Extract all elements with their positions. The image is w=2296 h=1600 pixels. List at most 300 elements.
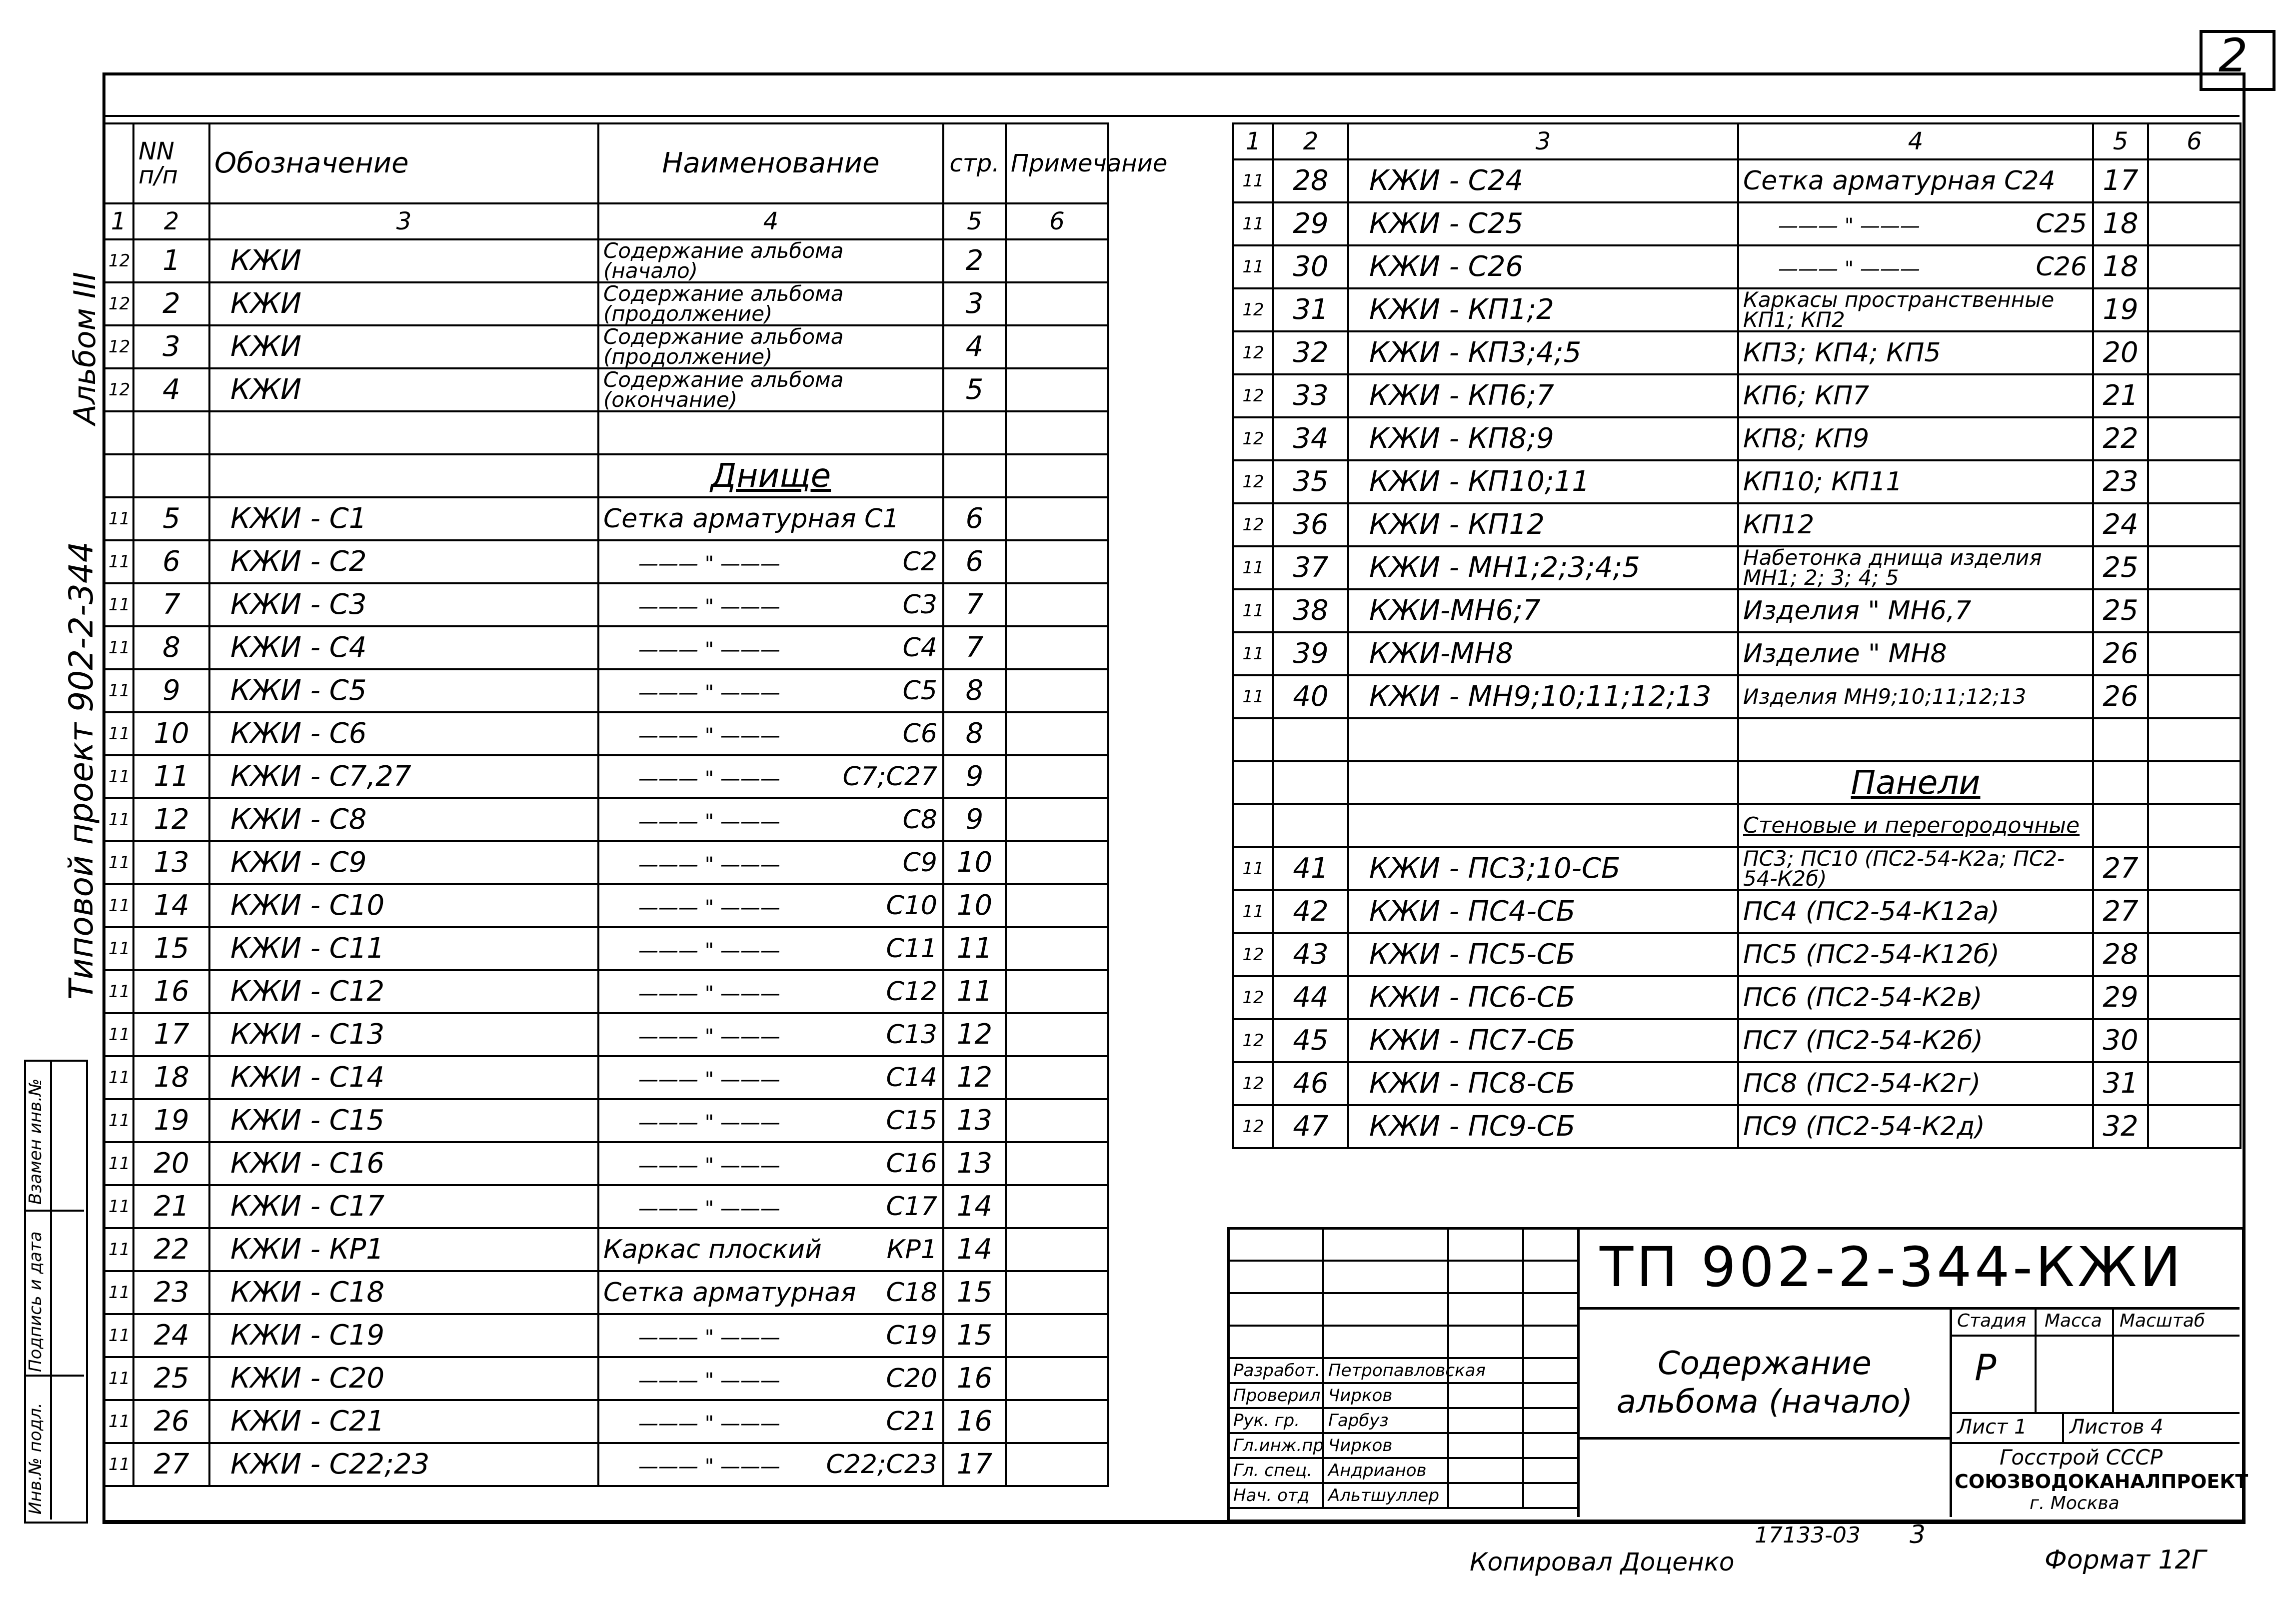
row-note bbox=[2148, 331, 2241, 374]
row-designation bbox=[1348, 718, 1738, 761]
row-name-suffix: С20 bbox=[886, 1364, 937, 1394]
ditto-mark: ——— " ——— bbox=[638, 1197, 780, 1220]
table-row bbox=[103, 282, 1108, 325]
row-format: 12 bbox=[1233, 933, 1273, 976]
row-format: 12 bbox=[1233, 1062, 1273, 1105]
row-name bbox=[1738, 546, 2093, 589]
table-row bbox=[1233, 761, 2241, 804]
table-row bbox=[103, 1185, 1108, 1228]
row-name bbox=[598, 1099, 943, 1142]
row-page: 14 bbox=[943, 1228, 1006, 1271]
row-page: 11 bbox=[943, 970, 1006, 1013]
row-page: 6 bbox=[943, 497, 1006, 540]
table-row bbox=[1233, 1019, 2241, 1062]
copied-by: Копировал Доценко bbox=[1470, 1548, 1735, 1577]
row-number: 8 bbox=[133, 626, 209, 669]
stage-label: Стадия bbox=[1957, 1311, 2027, 1331]
row-note bbox=[1006, 411, 1108, 454]
row-note bbox=[1006, 626, 1108, 669]
side-project-label: Типовой проект 902-2-344 bbox=[62, 541, 100, 1000]
ditto-mark: ——— " ——— bbox=[638, 810, 780, 833]
table-row bbox=[1233, 847, 2241, 890]
row-format: 11 bbox=[103, 884, 133, 927]
row-name-text: ПС3; ПС10 (ПС2-54-К2а; ПС2-54-К2б) bbox=[1743, 846, 2065, 891]
row-page bbox=[2093, 804, 2148, 847]
section-title: Днище bbox=[710, 456, 831, 495]
row-designation: КЖИ - МН9;10;11;12;13 bbox=[1348, 675, 1738, 718]
row-designation: КЖИ bbox=[209, 239, 598, 282]
row-note bbox=[1006, 1314, 1108, 1357]
row-name-text: КП3; КП4; КП5 bbox=[1743, 338, 1941, 368]
table-row bbox=[103, 368, 1108, 411]
row-designation: КЖИ - С11 bbox=[209, 927, 598, 970]
row-designation: КЖИ - МН1;2;3;4;5 bbox=[1348, 546, 1738, 589]
row-designation: КЖИ - С26 bbox=[1348, 245, 1738, 288]
row-page: 17 bbox=[943, 1443, 1006, 1486]
signer-signature bbox=[1448, 1483, 1523, 1508]
row-format: 12 bbox=[1233, 460, 1273, 503]
signer-name: Андрианов bbox=[1323, 1458, 1448, 1483]
ditto-mark: ——— " ——— bbox=[638, 1369, 780, 1392]
row-note bbox=[2148, 804, 2241, 847]
org-line-1: Госстрой СССР bbox=[2000, 1445, 2163, 1470]
row-format: 12 bbox=[1233, 288, 1273, 331]
table-row bbox=[1233, 632, 2241, 675]
ditto-mark: ——— " ——— bbox=[638, 552, 780, 575]
signer-date bbox=[1523, 1458, 1578, 1483]
row-format: 11 bbox=[103, 798, 133, 841]
row-format: 11 bbox=[103, 927, 133, 970]
row-name-text: КП8; КП9 bbox=[1743, 424, 1870, 454]
row-number bbox=[133, 411, 209, 454]
row-format: 11 bbox=[1233, 589, 1273, 632]
row-page bbox=[2093, 718, 2148, 761]
row-number: 11 bbox=[133, 755, 209, 798]
row-number: 10 bbox=[133, 712, 209, 755]
row-name bbox=[598, 669, 943, 712]
row-format: 11 bbox=[103, 1443, 133, 1486]
row-name-text: Набетонка днища изделия МН1; 2; 3; 4; 5 bbox=[1743, 545, 2042, 590]
format-label: Формат 12Г bbox=[2045, 1545, 2206, 1575]
row-number: 30 bbox=[1273, 245, 1348, 288]
row-number: 21 bbox=[133, 1185, 209, 1228]
row-designation: КЖИ - С4 bbox=[209, 626, 598, 669]
row-note bbox=[1006, 1056, 1108, 1099]
row-format: 11 bbox=[1233, 632, 1273, 675]
ditto-mark: ——— " ——— bbox=[638, 939, 780, 962]
row-number: 3 bbox=[133, 325, 209, 368]
table-row bbox=[103, 927, 1108, 970]
row-name-text: Изделия " МН6,7 bbox=[1743, 596, 1972, 626]
row-number: 5 bbox=[133, 497, 209, 540]
row-name-suffix: С9 bbox=[902, 848, 937, 878]
ditto-mark: ——— " ——— bbox=[1778, 257, 1920, 280]
table-row bbox=[103, 626, 1108, 669]
row-note bbox=[2148, 718, 2241, 761]
row-name-suffix: С16 bbox=[886, 1149, 937, 1179]
left-header-row bbox=[103, 123, 1108, 203]
row-format: 11 bbox=[1233, 546, 1273, 589]
row-name-text: Содержание альбома (продолжение) bbox=[603, 281, 844, 326]
row-page: 10 bbox=[943, 841, 1006, 884]
table-row bbox=[103, 1056, 1108, 1099]
row-note bbox=[2148, 933, 2241, 976]
row-note bbox=[2148, 1062, 2241, 1105]
table-row bbox=[103, 1228, 1108, 1271]
row-number: 13 bbox=[133, 841, 209, 884]
row-number: 18 bbox=[133, 1056, 209, 1099]
row-name-text: Содержание альбома (продолжение) bbox=[603, 324, 844, 369]
row-number: 27 bbox=[133, 1443, 209, 1486]
row-designation bbox=[209, 411, 598, 454]
colnum: 3 bbox=[209, 203, 598, 239]
org-line-2: СОЮЗВОДОКАНАЛПРОЕКТ bbox=[1955, 1471, 2249, 1493]
row-format: 11 bbox=[103, 1228, 133, 1271]
row-page: 15 bbox=[943, 1271, 1006, 1314]
row-name-suffix: С22;С23 bbox=[826, 1450, 937, 1480]
row-format: 11 bbox=[103, 1013, 133, 1056]
table-row bbox=[103, 1142, 1108, 1185]
table-row bbox=[1233, 245, 2241, 288]
row-format: 12 bbox=[1233, 976, 1273, 1019]
left-contents-table bbox=[102, 122, 1168, 1487]
table-row bbox=[1233, 1105, 2241, 1148]
row-designation: КЖИ - КП3;4;5 bbox=[1348, 331, 1738, 374]
row-note bbox=[1006, 1357, 1108, 1400]
row-page: 32 bbox=[2093, 1105, 2148, 1148]
row-page: 29 bbox=[2093, 976, 2148, 1019]
row-designation: КЖИ - С19 bbox=[209, 1314, 598, 1357]
table-row bbox=[1233, 374, 2241, 417]
row-page: 8 bbox=[943, 712, 1006, 755]
table-row bbox=[103, 1314, 1108, 1357]
row-number: 20 bbox=[133, 1142, 209, 1185]
ditto-mark: ——— " ——— bbox=[638, 595, 780, 618]
signer-name: Петропавловская bbox=[1323, 1358, 1448, 1383]
row-note bbox=[2148, 374, 2241, 417]
row-name bbox=[598, 325, 943, 368]
row-name-text: ПС4 (ПС2-54-К12а) bbox=[1743, 897, 2000, 927]
row-designation: КЖИ - ПС8-СБ bbox=[1348, 1062, 1738, 1105]
row-page: 30 bbox=[2093, 1019, 2148, 1062]
row-designation: КЖИ - КП1;2 bbox=[1348, 288, 1738, 331]
row-format: 11 bbox=[103, 1357, 133, 1400]
row-name bbox=[1738, 374, 2093, 417]
row-number: 42 bbox=[1273, 890, 1348, 933]
row-name bbox=[1738, 718, 2093, 761]
row-name bbox=[598, 1013, 943, 1056]
side-stamp-divider bbox=[50, 1060, 52, 1520]
row-designation bbox=[209, 454, 598, 497]
table-row bbox=[1233, 460, 2241, 503]
row-designation: КЖИ - С7,27 bbox=[209, 755, 598, 798]
row-page: 25 bbox=[2093, 589, 2148, 632]
row-name bbox=[1738, 503, 2093, 546]
signer-row bbox=[1228, 1383, 1578, 1408]
row-format: 12 bbox=[103, 239, 133, 282]
row-page: 23 bbox=[2093, 460, 2148, 503]
ditto-mark: ——— " ——— bbox=[638, 1455, 780, 1478]
signer-signature bbox=[1448, 1458, 1523, 1483]
row-page: 4 bbox=[943, 325, 1006, 368]
row-number: 29 bbox=[1273, 202, 1348, 245]
mass-label: Масса bbox=[2045, 1311, 2102, 1331]
row-designation: КЖИ - С25 bbox=[1348, 202, 1738, 245]
section-title: Панели bbox=[1851, 763, 1981, 802]
frame-inner-line bbox=[105, 115, 2240, 117]
row-name-suffix: С25 bbox=[2036, 209, 2087, 239]
row-name bbox=[598, 1443, 943, 1486]
row-name-suffix: С26 bbox=[2036, 252, 2087, 282]
row-format: 11 bbox=[103, 712, 133, 755]
row-name bbox=[1738, 460, 2093, 503]
row-designation: КЖИ - КП10;11 bbox=[1348, 460, 1738, 503]
row-name bbox=[1738, 890, 2093, 933]
row-designation: КЖИ - С24 bbox=[1348, 159, 1738, 202]
row-name-suffix: С17 bbox=[886, 1192, 937, 1222]
row-format: 12 bbox=[103, 282, 133, 325]
row-note bbox=[2148, 503, 2241, 546]
row-designation: КЖИ - С17 bbox=[209, 1185, 598, 1228]
side-album-label: Альбом III bbox=[67, 272, 102, 425]
table-row bbox=[1233, 890, 2241, 933]
table-row bbox=[103, 454, 1108, 497]
row-number bbox=[1273, 804, 1348, 847]
row-designation: КЖИ - ПС3;10-СБ bbox=[1348, 847, 1738, 890]
row-note bbox=[2148, 417, 2241, 460]
row-name-suffix: С8 bbox=[902, 805, 937, 835]
table-row bbox=[1233, 933, 2241, 976]
row-note bbox=[1006, 368, 1108, 411]
header-nn: NN п/п bbox=[133, 123, 209, 203]
table-row bbox=[103, 411, 1108, 454]
row-number: 45 bbox=[1273, 1019, 1348, 1062]
row-name-text: КП10; КП11 bbox=[1743, 467, 1903, 497]
row-name-text: Сетка арматурная bbox=[603, 1278, 856, 1308]
signer-date bbox=[1523, 1358, 1578, 1383]
row-note bbox=[1006, 282, 1108, 325]
row-name bbox=[598, 454, 943, 497]
colnum: 4 bbox=[1738, 123, 2093, 159]
row-number bbox=[1273, 718, 1348, 761]
row-name-text: КП12 bbox=[1743, 510, 1815, 540]
row-page bbox=[943, 454, 1006, 497]
row-name bbox=[1738, 847, 2093, 890]
row-name bbox=[598, 282, 943, 325]
row-designation: КЖИ - С13 bbox=[209, 1013, 598, 1056]
row-name-text: Каркасы пространственные КП1; КП2 bbox=[1743, 287, 2055, 332]
row-page: 15 bbox=[943, 1314, 1006, 1357]
ditto-mark: ——— " ——— bbox=[638, 1111, 780, 1134]
table-row bbox=[1233, 159, 2241, 202]
row-note bbox=[1006, 1443, 1108, 1486]
signer-row bbox=[1228, 1483, 1578, 1508]
row-designation: КЖИ - С20 bbox=[209, 1357, 598, 1400]
row-note bbox=[2148, 976, 2241, 1019]
row-note bbox=[1006, 1099, 1108, 1142]
signers-grid bbox=[1227, 1227, 1579, 1509]
header-designation: Обозначение bbox=[209, 123, 598, 203]
row-number: 26 bbox=[133, 1400, 209, 1443]
signer-date bbox=[1523, 1483, 1578, 1508]
table-row bbox=[1233, 202, 2241, 245]
row-note bbox=[2148, 546, 2241, 589]
row-designation: КЖИ - С8 bbox=[209, 798, 598, 841]
colnum: 2 bbox=[1273, 123, 1348, 159]
row-page: 20 bbox=[2093, 331, 2148, 374]
row-designation: КЖИ - С12 bbox=[209, 970, 598, 1013]
row-note bbox=[1006, 927, 1108, 970]
row-format: 11 bbox=[1233, 159, 1273, 202]
row-format bbox=[1233, 804, 1273, 847]
table-row bbox=[103, 583, 1108, 626]
row-format: 11 bbox=[103, 1271, 133, 1314]
row-name bbox=[1738, 288, 2093, 331]
row-format: 11 bbox=[1233, 202, 1273, 245]
signer-row bbox=[1228, 1433, 1578, 1458]
signer-row bbox=[1228, 1358, 1578, 1383]
row-format: 11 bbox=[1233, 890, 1273, 933]
signer-date bbox=[1523, 1433, 1578, 1458]
stage-value: Р bbox=[1975, 1347, 1997, 1389]
row-note bbox=[1006, 884, 1108, 927]
row-note bbox=[2148, 890, 2241, 933]
row-format: 11 bbox=[1233, 245, 1273, 288]
row-name-text: Каркас плоский bbox=[603, 1235, 822, 1265]
row-name-suffix: С2 bbox=[902, 547, 937, 577]
table-row bbox=[1233, 589, 2241, 632]
row-number: 2 bbox=[133, 282, 209, 325]
row-format: 11 bbox=[103, 540, 133, 583]
row-note bbox=[2148, 847, 2241, 890]
side-stamp-divider bbox=[24, 1210, 84, 1212]
row-note bbox=[2148, 460, 2241, 503]
row-name bbox=[598, 927, 943, 970]
title-divider bbox=[1577, 1437, 1950, 1440]
row-name-suffix: С7;С27 bbox=[842, 762, 937, 792]
signer-signature bbox=[1448, 1433, 1523, 1458]
side-stamp-replace: Взамен инв.№ bbox=[25, 1078, 45, 1205]
row-name bbox=[598, 368, 943, 411]
stage-divider bbox=[1950, 1412, 2240, 1414]
row-name bbox=[1738, 589, 2093, 632]
colnum: 1 bbox=[1233, 123, 1273, 159]
row-name bbox=[598, 970, 943, 1013]
row-number: 46 bbox=[1273, 1062, 1348, 1105]
row-note bbox=[1006, 1013, 1108, 1056]
table-row bbox=[103, 755, 1108, 798]
row-format: 11 bbox=[1233, 847, 1273, 890]
row-number: 43 bbox=[1273, 933, 1348, 976]
side-stamp-inv: Инв.№ подл. bbox=[25, 1403, 45, 1515]
row-note bbox=[1006, 712, 1108, 755]
row-page: 2 bbox=[943, 239, 1006, 282]
row-format: 11 bbox=[103, 755, 133, 798]
row-name-text: КП6; КП7 bbox=[1743, 381, 1870, 411]
signer-signature bbox=[1448, 1408, 1523, 1433]
row-note bbox=[1006, 1228, 1108, 1271]
row-page: 17 bbox=[2093, 159, 2148, 202]
row-format: 12 bbox=[1233, 374, 1273, 417]
ditto-mark: ——— " ——— bbox=[638, 1154, 780, 1177]
row-page: 3 bbox=[943, 282, 1006, 325]
row-designation: КЖИ-МН6;7 bbox=[1348, 589, 1738, 632]
signer-name: Чирков bbox=[1323, 1383, 1448, 1408]
row-designation: КЖИ - С9 bbox=[209, 841, 598, 884]
row-name-text: Содержание альбома (начало) bbox=[603, 238, 844, 283]
row-note bbox=[1006, 454, 1108, 497]
row-page: 11 bbox=[943, 927, 1006, 970]
row-format: 12 bbox=[1233, 331, 1273, 374]
row-name bbox=[598, 1056, 943, 1099]
row-designation: КЖИ - С14 bbox=[209, 1056, 598, 1099]
row-name bbox=[1738, 417, 2093, 460]
row-number: 34 bbox=[1273, 417, 1348, 460]
row-designation: КЖИ - С1 bbox=[209, 497, 598, 540]
row-name bbox=[598, 583, 943, 626]
row-note bbox=[1006, 755, 1108, 798]
row-designation: КЖИ - ПС7-СБ bbox=[1348, 1019, 1738, 1062]
row-page: 13 bbox=[943, 1099, 1006, 1142]
signer-date bbox=[1523, 1383, 1578, 1408]
table-row bbox=[1233, 718, 2241, 761]
table-row bbox=[1233, 503, 2241, 546]
ditto-mark: ——— " ——— bbox=[638, 638, 780, 661]
row-number: 7 bbox=[133, 583, 209, 626]
row-page: 19 bbox=[2093, 288, 2148, 331]
row-name-text: ПС5 (ПС2-54-К12б) bbox=[1743, 940, 2000, 970]
row-name bbox=[598, 1400, 943, 1443]
row-name-suffix: С4 bbox=[902, 633, 937, 663]
row-name bbox=[598, 540, 943, 583]
row-name-suffix: С12 bbox=[886, 977, 937, 1007]
title-divider bbox=[1577, 1227, 1580, 1517]
row-note bbox=[2148, 632, 2241, 675]
row-designation: КЖИ - С22;23 bbox=[209, 1443, 598, 1486]
row-name-suffix: С11 bbox=[886, 934, 937, 964]
row-designation: КЖИ - КП8;9 bbox=[1348, 417, 1738, 460]
row-name bbox=[1738, 1062, 2093, 1105]
row-name bbox=[598, 1314, 943, 1357]
row-page: 5 bbox=[943, 368, 1006, 411]
row-number: 24 bbox=[133, 1314, 209, 1357]
row-number: 25 bbox=[133, 1357, 209, 1400]
table-row bbox=[103, 1400, 1108, 1443]
row-format bbox=[103, 411, 133, 454]
signer-row bbox=[1228, 1408, 1578, 1433]
row-note bbox=[2148, 159, 2241, 202]
row-designation: КЖИ - С16 bbox=[209, 1142, 598, 1185]
row-page: 28 bbox=[2093, 933, 2148, 976]
row-name bbox=[598, 884, 943, 927]
row-format: 11 bbox=[103, 1099, 133, 1142]
row-note bbox=[2148, 245, 2241, 288]
row-name-suffix: С14 bbox=[886, 1063, 937, 1093]
row-note bbox=[1006, 583, 1108, 626]
row-number: 1 bbox=[133, 239, 209, 282]
row-format bbox=[1233, 761, 1273, 804]
row-format: 12 bbox=[1233, 1105, 1273, 1148]
row-format: 11 bbox=[103, 1185, 133, 1228]
row-designation: КЖИ - ПС9-СБ bbox=[1348, 1105, 1738, 1148]
row-note bbox=[2148, 589, 2241, 632]
row-format: 12 bbox=[103, 325, 133, 368]
row-name-suffix: С19 bbox=[886, 1321, 937, 1351]
row-note bbox=[1006, 325, 1108, 368]
row-name-text: Содержание альбома (окончание) bbox=[603, 367, 844, 412]
row-note bbox=[1006, 239, 1108, 282]
table-row bbox=[103, 884, 1108, 927]
